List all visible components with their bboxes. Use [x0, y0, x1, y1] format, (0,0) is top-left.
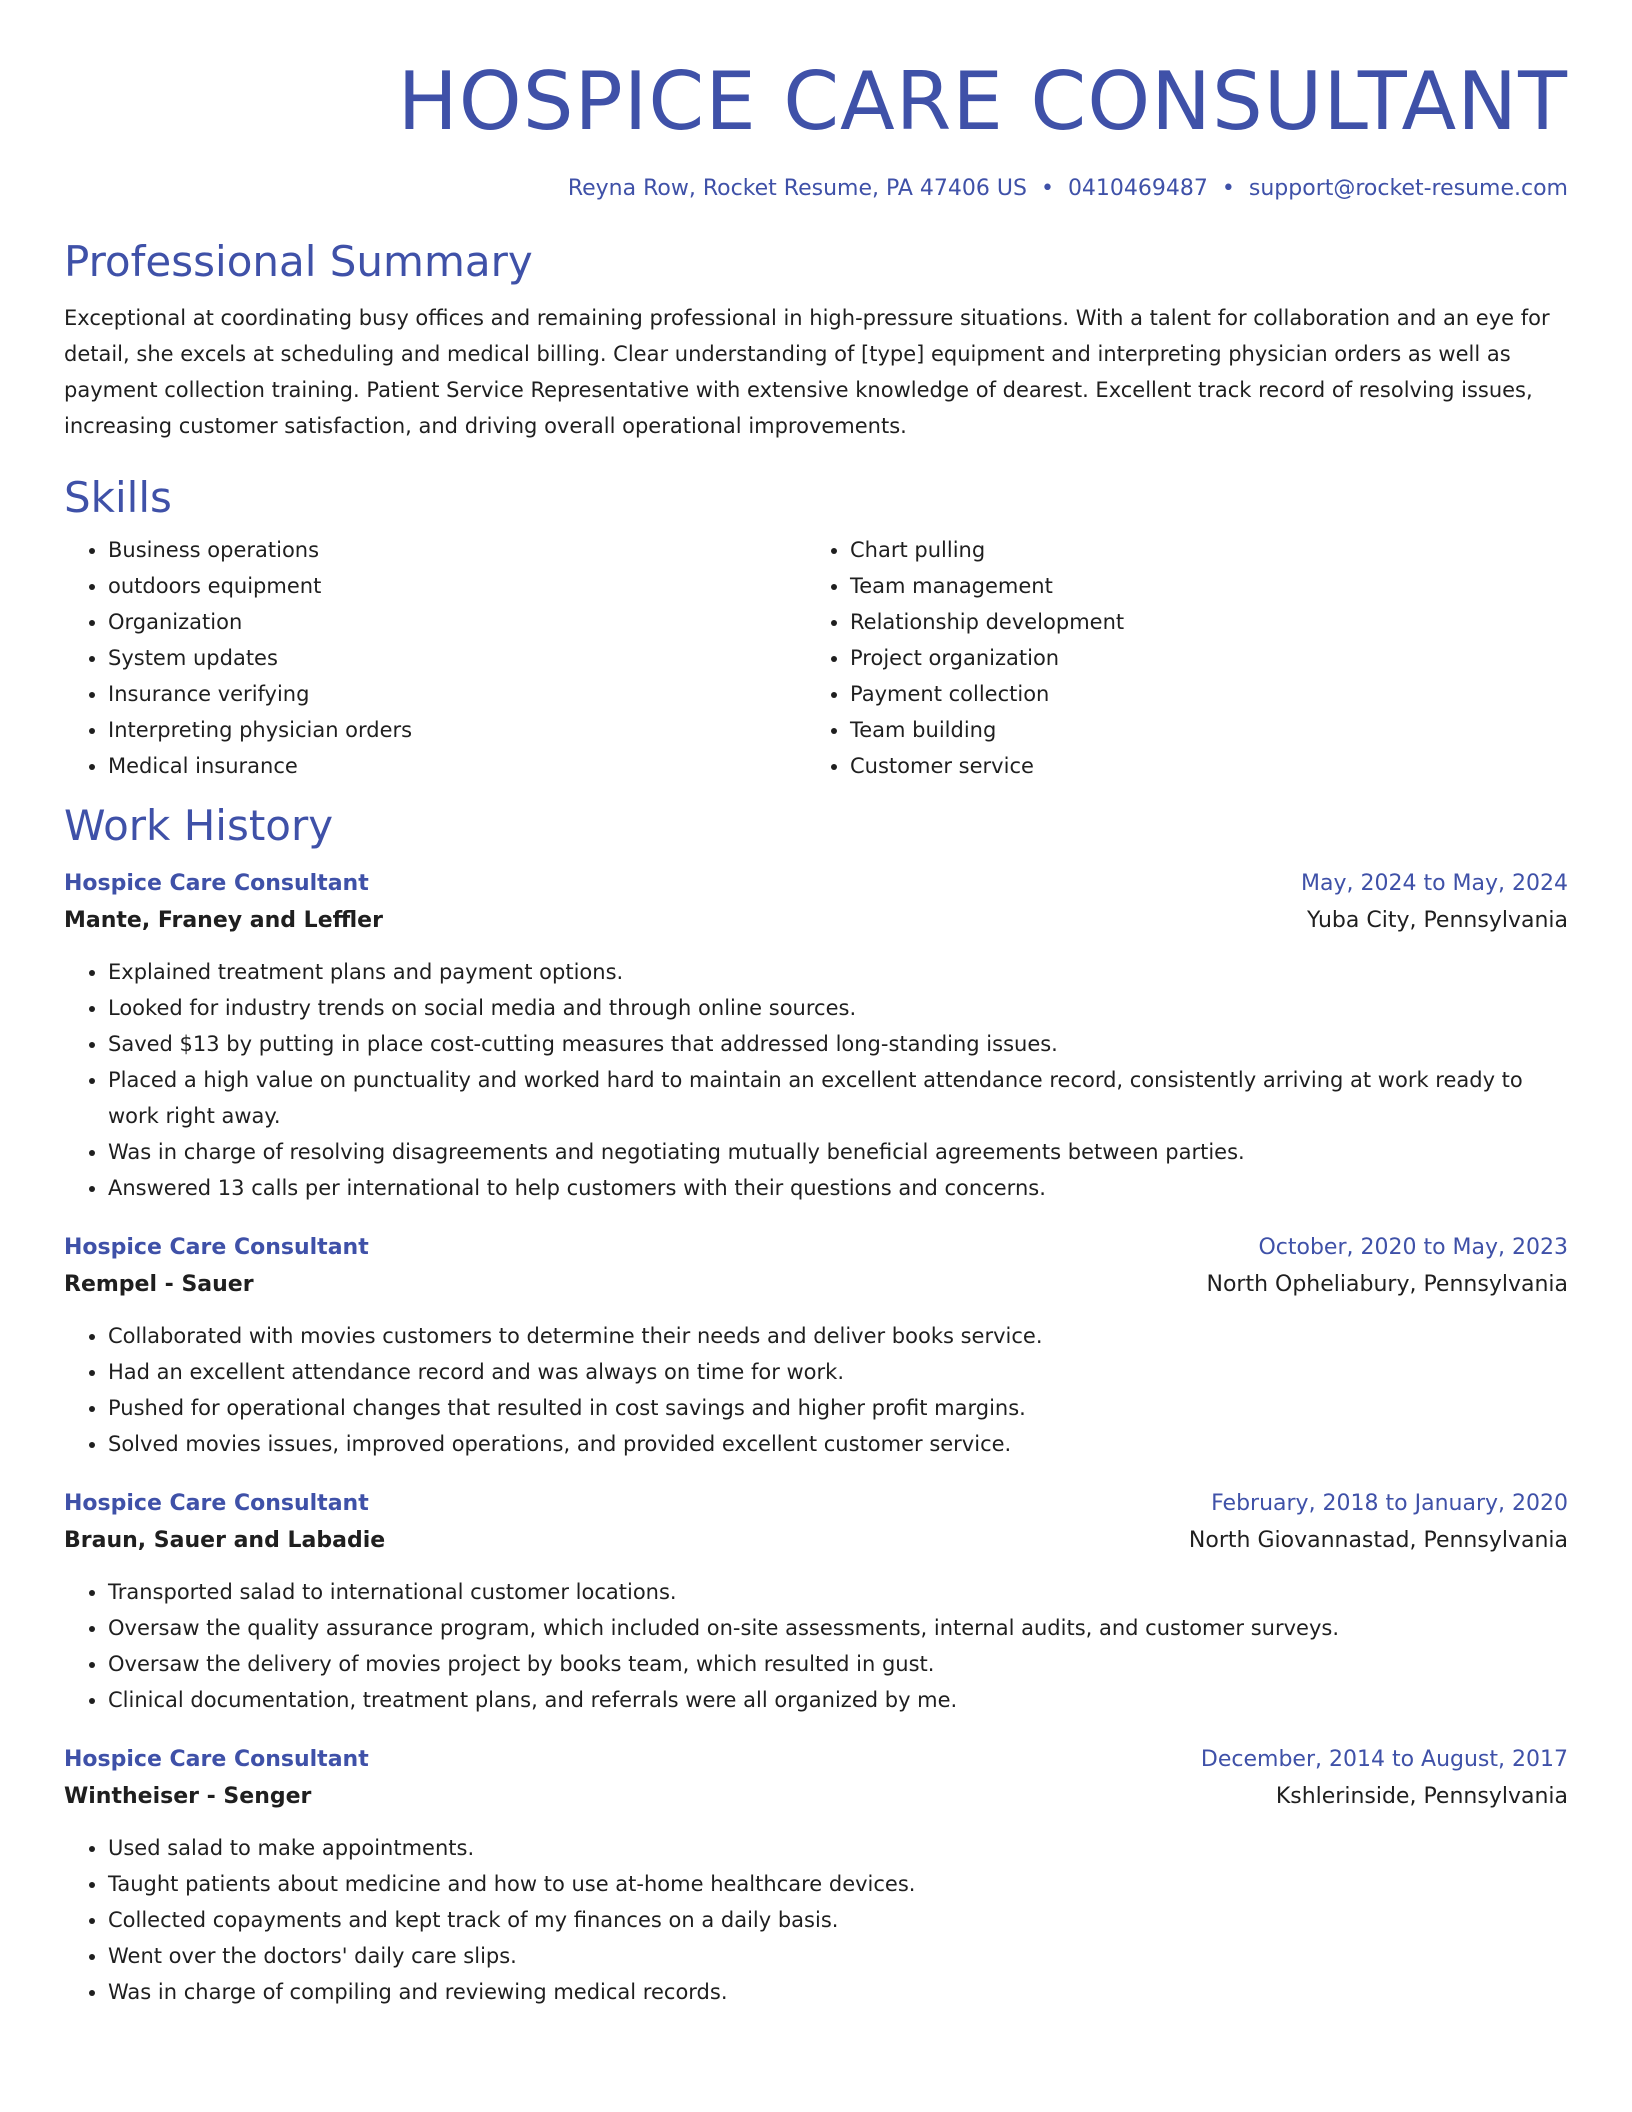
- job-dates: October, 2020 to May, 2023: [1258, 1235, 1568, 1260]
- job-location: Kshlerinside, Pennsylvania: [1275, 1784, 1568, 1809]
- job-company: Braun, Sauer and Labadie: [64, 1528, 386, 1553]
- skill-item: • Team building: [850, 712, 1548, 748]
- job-bullets: [64, 1830, 1568, 2010]
- skill-item: • Business operations: [108, 532, 806, 568]
- job-bullet: • Pushed for operational changes that resulted in cost savings and higher profit margins.: [108, 1390, 1568, 1426]
- job-bullet: • Went over the doctors' daily care slips.: [108, 1938, 1568, 1974]
- skill-item: • Insurance verifying: [108, 676, 806, 712]
- job-title: Hospice Care Consultant: [64, 1491, 369, 1516]
- skills-list-right: [806, 532, 1548, 784]
- skill-item: • System updates: [108, 640, 806, 676]
- job-entry: [64, 1742, 1568, 2010]
- job-bullet: • Solved movies issues, improved operations, and provided excellent customer service.: [108, 1426, 1568, 1462]
- skill-item: • Payment collection: [850, 676, 1548, 712]
- job-bullet: • Taught patients about medicine and how to use at-home healthcare devices.: [108, 1866, 1568, 1902]
- skills-grid: [64, 532, 1568, 784]
- skill-item: • Project organization: [850, 640, 1548, 676]
- job-bullet: • Collaborated with movies customers to determine their needs and deliver books service.: [108, 1318, 1568, 1354]
- contact-separator: •: [1040, 176, 1054, 201]
- job-company: Wintheiser - Senger: [64, 1784, 312, 1809]
- job-bullet: • Was in charge of compiling and reviewing medical records.: [108, 1974, 1568, 2010]
- job-bullet: • Oversaw the quality assurance program, which included on-site assessments, internal audits, and customer surveys.: [108, 1610, 1568, 1646]
- skill-item: • Medical insurance: [108, 748, 806, 784]
- job-bullets: [64, 1574, 1568, 1718]
- summary-text: Exceptional at coordinating busy offices and remaining professional in high-pressure situations. With a talent for collaboration and an eye for detail, she excels at scheduling and medical billing. Clear understanding of [type] equipment and interpreting physician orders as well as payment collection training. Patient Service Representative with extensive knowledge of dearest. Excellent track record of resolving issues, increasing customer satisfaction, and driving overall operational improvements.: [64, 306, 1550, 438]
- job-bullet: • Looked for industry trends on social media and through online sources.: [108, 990, 1568, 1026]
- job-company: Rempel - Sauer: [64, 1272, 254, 1297]
- job-location: Yuba City, Pennsylvania: [1307, 908, 1568, 933]
- job-company: Mante, Franey and Leffler: [64, 908, 383, 933]
- job-bullet: • Was in charge of resolving disagreements and negotiating mutually beneficial agreements between parties.: [108, 1134, 1568, 1170]
- job-bullet: • Used salad to make appointments.: [108, 1830, 1568, 1866]
- job-bullet: • Clinical documentation, treatment plans, and referrals were all organized by me.: [108, 1682, 1568, 1718]
- job-bullets: [64, 954, 1568, 1206]
- contact-address: Reyna Row, Rocket Resume, PA 47406 US: [567, 176, 1027, 201]
- skill-item: • Chart pulling: [850, 532, 1548, 568]
- job-dates: May, 2024 to May, 2024: [1301, 871, 1568, 896]
- job-bullet: • Placed a high value on punctuality and worked hard to maintain an excellent attendance record, consistently arriving at work ready to work right away.: [108, 1062, 1568, 1134]
- job-bullets: [64, 1318, 1568, 1462]
- resume-title: HOSPICE CARE CONSULTANT: [397, 55, 1568, 148]
- skill-item: • Relationship development: [850, 604, 1548, 640]
- job-location: North Giovannastad, Pennsylvania: [1188, 1528, 1568, 1553]
- contact-separator: •: [1221, 176, 1235, 201]
- job-bullet: • Oversaw the delivery of movies project by books team, which resulted in gust.: [108, 1646, 1568, 1682]
- job-bullet: • Saved $13 by putting in place cost-cutting measures that addressed long-standing issues.: [108, 1026, 1568, 1062]
- job-bullet: • Transported salad to international customer locations.: [108, 1574, 1568, 1610]
- skills-list-left: [64, 532, 806, 784]
- skill-item: • Interpreting physician orders: [108, 712, 806, 748]
- skill-item: • outdoors equipment: [108, 568, 806, 604]
- contact-email[interactable]: support@rocket-resume.com: [1248, 176, 1568, 201]
- contact-phone: 0410469487: [1067, 176, 1208, 201]
- skill-item: • Organization: [108, 604, 806, 640]
- summary-heading: Professional Summary: [64, 237, 533, 286]
- job-entry: [64, 1230, 1568, 1462]
- job-entry: [64, 866, 1568, 1206]
- job-title: Hospice Care Consultant: [64, 1235, 369, 1260]
- skill-item: • Customer service: [850, 748, 1548, 784]
- skill-item: • Team management: [850, 568, 1548, 604]
- job-dates: December, 2014 to August, 2017: [1200, 1747, 1568, 1772]
- job-title: Hospice Care Consultant: [64, 871, 369, 896]
- job-entry: [64, 1486, 1568, 1718]
- work-history-heading: Work History: [64, 801, 334, 850]
- skills-heading: Skills: [64, 473, 172, 522]
- job-title: Hospice Care Consultant: [64, 1747, 369, 1772]
- job-bullet: • Had an excellent attendance record and was always on time for work.: [108, 1354, 1568, 1390]
- job-location: North Opheliabury, Pennsylvania: [1206, 1272, 1568, 1297]
- job-bullet: • Explained treatment plans and payment options.: [108, 954, 1568, 990]
- job-bullet: • Answered 13 calls per international to help customers with their questions and concerns.: [108, 1170, 1568, 1206]
- job-bullet: • Collected copayments and kept track of my finances on a daily basis.: [108, 1902, 1568, 1938]
- contact-line: [64, 174, 1568, 204]
- job-dates: February, 2018 to January, 2020: [1211, 1491, 1568, 1516]
